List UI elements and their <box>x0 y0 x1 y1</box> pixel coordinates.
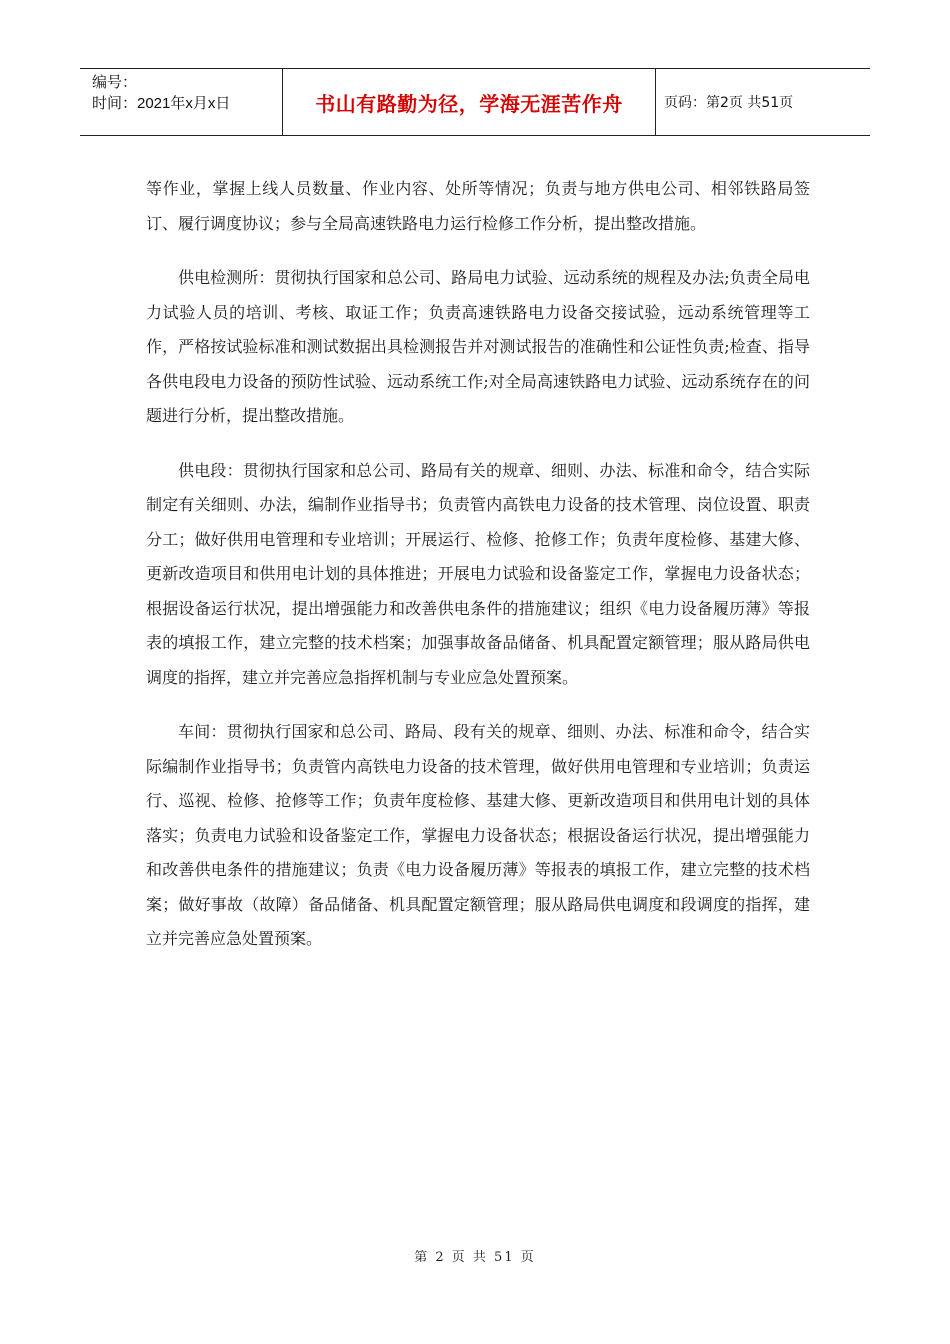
body-paragraph-power-testing-station: 供电检测所：贯彻执行国家和总公司、路局电力试验、远动系统的规程及办法;负责全局电力试验人员的培训、考核、取证工作；负责高速铁路电力设备交接试验，远动系统管理等工作，严格按试验标准和测试数据出具检测报告并对测试报告的准确性和公证性负责;检查、指导各供电段电力设备的预防性试验、远动系统工作;对全局高速铁路电力试验、远动系统存在的问题进行分析，提出整改措施。 <box>146 268 810 425</box>
document-body <box>146 172 810 977</box>
header-motto: 书山有路勤为径，学海无涯苦作舟 <box>315 91 623 116</box>
header-meta-cell <box>80 69 282 135</box>
header-motto-cell <box>282 69 656 135</box>
document-header <box>80 68 870 136</box>
header-page-cell <box>656 69 870 135</box>
body-paragraph-continuation: 等作业，掌握上线人员数量、作业内容、处所等情况；负责与地方供电公司、相邻铁路局签订、履行调度协议；参与全局高速铁路电力运行检修工作分析，提出整改措施。 <box>146 179 810 233</box>
page-footer: 第 2 页 共 51 页 <box>414 1250 536 1265</box>
document-number-label: 编号： <box>92 74 138 91</box>
body-paragraph-power-supply-section: 供电段：贯彻执行国家和总公司、路局有关的规章、细则、办法、标准和命令，结合实际制定有关细则、办法，编制作业指导书；负责管内高铁电力设备的技术管理、岗位设置、职责分工；做好供用电管理和专业培训；开展运行、检修、抢修工作；负责年度检修、基建大修、更新改造项目和供用电计划的具体推进；开展电力试验和设备鉴定工作，掌握电力设备状态；根据设备运行状况，提出增强能力和改善供电条件的措施建议；组织《电力设备履历薄》等报表的填报工作，建立完整的技术档案；加强事故备品储备、机具配置定额管理；服从路局供电调度的指挥，建立并完善应急指挥机制与专业应急处置预案。 <box>146 460 810 687</box>
header-page-info: 页码：第2页 共51页 <box>664 95 794 111</box>
body-paragraph-workshop: 车间：贯彻执行国家和总公司、路局、段有关的规章、细则、办法、标准和命令，结合实际编制作业指导书；负责管内高铁电力设备的技术管理，做好供用电管理和专业培训；负责运行、巡视、检修、抢修等工作；负责年度检修、基建大修、更新改造项目和供用电计划的具体落实；负责电力试验和设备鉴定工作，掌握电力设备状态；根据设备运行状况，提出增强能力和改善供电条件的措施建议；负责《电力设备履历薄》等报表的填报工作，建立完整的技术档案；做好事故（故障）备品储备、机具配置定额管理；服从路局供电调度和段调度的指挥，建立并完善应急处置预案。 <box>146 722 810 948</box>
document-time-label: 时间：2021年x月x日 <box>92 95 231 112</box>
